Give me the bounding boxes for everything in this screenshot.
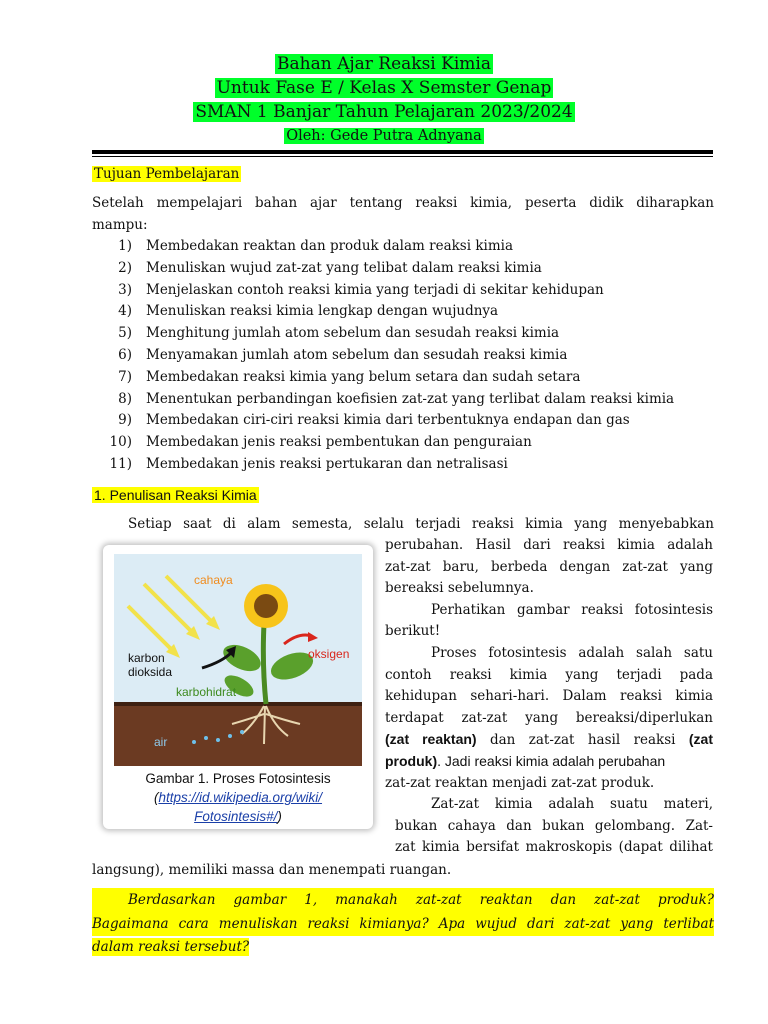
label-oksigen: oksigen	[308, 647, 350, 661]
objective-item	[92, 301, 718, 323]
objective-number: 5)	[118, 325, 132, 342]
objectives-heading: Tujuan Pembelajaran	[94, 166, 240, 182]
objective-text: Membedakan ciri-ciri reaksi kimia dari terbentuknya endapan dan gas	[146, 412, 630, 429]
objective-text: Membedakan reaktan dan produk dalam reaksi kimia	[146, 238, 514, 254]
objective-item	[92, 389, 718, 411]
objective-number: 2)	[118, 259, 132, 276]
term-reaktan: (zat reaktan)	[385, 731, 477, 748]
text-line: bukan cahaya dan bukan gelombang. Zat-	[395, 817, 713, 834]
objective-item	[92, 367, 718, 389]
section1-heading: 1. Penulisan Reaksi Kimia	[94, 487, 257, 503]
objective-number: 11)	[109, 455, 132, 472]
objective-text: Membedakan jenis reaksi pembentukan dan penguraian	[146, 434, 532, 451]
text-line: Perhatikan gambar reaksi fotosintesis	[431, 601, 713, 618]
label-air: air	[154, 735, 168, 749]
text-line: zat kimia bersifat makroskopis (dapat dilihat	[395, 839, 713, 856]
objective-text: Membedakan jenis reaksi pertukaran dan netralisasi	[146, 455, 508, 472]
objective-number: 3)	[118, 281, 132, 298]
objective-text: Menuliskan reaksi kimia lengkap dengan wujudnya	[146, 303, 499, 320]
figure-caption-title: Gambar 1. Proses Fotosintesis	[145, 771, 331, 786]
text-line: Zat-zat kimia adalah suatu materi,	[431, 796, 713, 813]
text-line: bereaksi sebelumnya.	[385, 580, 534, 597]
objective-text: Menjelaskan contoh reaksi kimia yang terjadi di sekitar kehidupan	[146, 281, 604, 298]
section1-right-column	[385, 535, 713, 859]
objective-item	[92, 432, 718, 454]
objective-text: Menghitung jumlah atom sebelum dan sesudah reaksi kimia	[146, 325, 560, 342]
objective-number: 6)	[118, 346, 132, 363]
objective-item	[92, 280, 718, 302]
objective-number: 10)	[109, 434, 132, 451]
text-line: perubahan. Hasil dari reaksi kimia adalah	[385, 537, 713, 553]
section1-p1-first-line: Setiap saat di alam semesta, selalu terjadi reaksi kimia yang menyebabkan	[128, 516, 714, 532]
objective-number: 4)	[118, 303, 132, 320]
photosynthesis-diagram	[114, 554, 362, 766]
document-author: Oleh: Gede Putra Adnyana	[286, 128, 482, 144]
label-karbon: karbon	[128, 651, 165, 665]
text-line: berikut!	[385, 623, 441, 640]
figure-caption: Gambar 1. Proses Fotosintesis (https://id.wikipedia.org/wiki/ Fotosintesis#/)	[103, 769, 373, 826]
objective-number: 9)	[118, 412, 132, 429]
text-line: Proses fotosintesis adalah salah satu	[431, 644, 713, 661]
photosynthesis-figure	[103, 545, 373, 829]
section1-p4-last-line: langsung), memiliki massa dan menempati ruangan.	[92, 862, 452, 878]
objective-number: 1)	[118, 238, 132, 254]
objectives-intro: Setelah mempelajari bahan ajar tentang reaksi kimia, peserta didik diharapkan mampu:	[92, 195, 714, 233]
objectives-list	[92, 236, 718, 476]
objective-item	[92, 345, 718, 367]
objective-number: 7)	[118, 368, 132, 385]
objective-text: Menuliskan wujud zat-zat yang telibat dalam reaksi kimia	[146, 259, 542, 276]
figure-source-link[interactable]: https://id.wikipedia.org/wiki/	[158, 790, 323, 805]
text-fragment: dan zat-zat hasil reaksi	[476, 732, 689, 749]
document-title: Bahan Ajar Reaksi Kimia	[277, 54, 491, 74]
document-header	[0, 52, 768, 148]
text-line: terdapat zat-zat yang bereaksi/diperlukan	[385, 709, 713, 726]
objective-text: Menyamakan jumlah atom sebelum dan sesudah reaksi kimia	[146, 346, 568, 363]
objective-text: Menentukan perbandingan koefisien zat-zat yang terlibat dalam reaksi kimia	[146, 390, 675, 407]
objective-number: 8)	[118, 390, 132, 407]
term-produk: produk)	[385, 752, 438, 769]
figure-source-link-cont[interactable]: Fotosintesis#/	[194, 809, 278, 824]
header-divider-thick	[92, 150, 713, 154]
text-line-mixed	[385, 729, 713, 751]
soil	[114, 704, 362, 766]
text-line-mixed	[385, 751, 713, 773]
objective-item	[92, 454, 718, 476]
objective-item	[92, 323, 718, 345]
text-line: zat-zat baru, berbeda dengan zat-zat yang	[385, 558, 713, 575]
objective-item	[92, 236, 718, 258]
header-divider-thin	[92, 156, 713, 157]
text-fragment: . Jadi reaksi kimia adalah perubahan	[437, 752, 666, 769]
text-line: kehidupan sehari-hari. Dalam reaksi kimia	[385, 688, 713, 705]
text-line: contoh reaksi kimia yang terjadi pada	[385, 666, 713, 683]
label-karbohidrat: karbohidrat	[176, 685, 237, 699]
objective-item	[92, 410, 718, 432]
document-school: SMAN 1 Banjar Tahun Pelajaran 2023/2024	[195, 102, 573, 122]
term-zat: (zat	[688, 731, 713, 748]
document-phase: Untuk Fase E / Kelas X Semster Genap	[216, 78, 552, 98]
objective-text: Membedakan reaksi kimia yang belum setara dan sudah setara	[146, 368, 581, 385]
label-dioksida: dioksida	[128, 665, 173, 679]
objective-item	[92, 258, 718, 280]
text-line: zat-zat reaktan menjadi zat-zat produk.	[385, 774, 655, 791]
label-cahaya: cahaya	[194, 573, 233, 587]
reflection-question: Berdasarkan gambar 1, manakah zat-zat reaktan dan zat-zat produk? Bagaimana cara menuliskan reaksi kimianya? Apa wujud dari zat-zat yang terlibat dalam reaksi tersebut?	[92, 888, 714, 958]
